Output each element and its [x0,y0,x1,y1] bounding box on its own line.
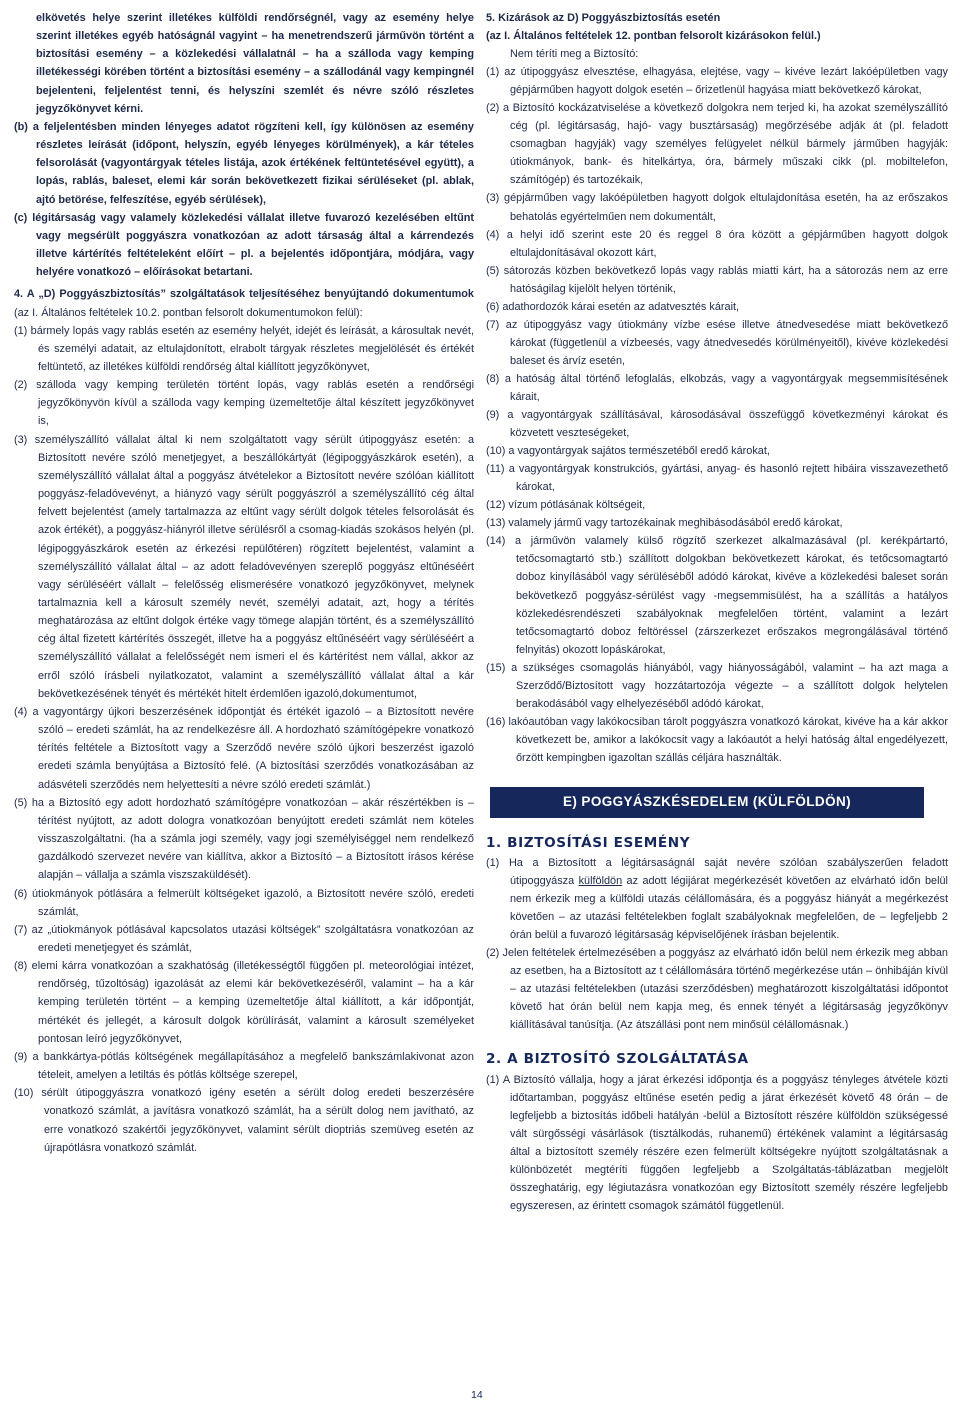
event-item-1-text-b: az adott légijárat megérkezését követően az elvárható időn belül nem érkezik meg a külföldi utazás célállomására, és a poggyász hiányát a megérkezést követően – az utazási feltételekben foglalt szabályoknak megfelelően, de – legfeljebb 2 órán belül a fuvarozó légitársaság képviselőjének írásban bejelentik. [510,875,948,942]
exclusion-item: (5) sátorozás közben bekövetkező lopás vagy rablás miatti kárt, ha a sátorozás nem az erre hatóságilag kijelölt helyen történik, [486,264,948,295]
exclusion-item: (14) a járművön valamely külső rögzítő szerkezet alkalmazásával (pl. kerékpártartó, tetőcsomagtartó stb.) szállított dolgokban bekövetkezett károkat, és tetőcsomagtartó doboz kinyílásából vagy sérüléséből adódó károkat, kivéve a közlekedési baleset során bekövetkező poggyász-sérülést vagy -megsemmisülést, ha a szállítás a hatályos közlekedésrendészeti szabályoknak megfelelően történt, valamint a lezárt tetőcsomagtartó doboz feltöréssel (zárszerkezet erőszakos megrongálásával történő felnyitás) okozott lopáskárokat, [486,535,948,656]
exclusion-item: (6) adathordozók kárai esetén az adatvesztés kárait, [486,300,740,313]
event-item-1-underlined: külföldön [578,875,623,888]
document-item: (7) az „útiokmányok pótlásával kapcsolatos utazási költségek” szolgáltatásra vonatkozóan az eredeti menetjegyet és számlát, [14,923,474,954]
left-column [14,9,474,1157]
document-item: (6) útiokmányok pótlására a felmerült költségeket igazoló, a Biztosított nevére szóló, eredeti számlát, [14,887,474,918]
service-item-1: (1) A Biztosító vállalja, hogy a járat érkezési időpontja és a poggyász tényleges átvétele közti időtartamban, poggyász eltűnése esetén pedig a járat érkezését követő 48 órán – de legfeljebb a biztosítás időbeli hatályán -belül a Biztosított részére külföldön szükségessé vált sürgősségi vásárlások (tisztálkodás, ruhanemű) értékének valamint a légitársaság által a biztosított személy részére ezen felmerült költségekre nyújtott szolgáltatásnak a különbözetét megtéríti függően legfeljebb a Szolgáltatás-táblázatban megjelölt összeghatárig, egy légiutazásra vonatkozóan egy Biztosított személy részére legfeljebb egyszeresen, az érintett csomagok számától függetlenül. [486,1073,948,1212]
heading-insurance-event: 1. BIZTOSÍTÁSI ESEMÉNY [486,834,691,851]
document-item: (4) a vagyontárgy újkori beszerzésének időpontját és értékét igazoló – a Biztosított nevére szóló – eredeti számlát, ha az rendelkezésre áll. A hordozható számítógépekre vonatkozó térítés feltétele a Biztosított vagy a Szerződő nevére szóló újkori beszerzést igazoló eredeti számla benyújtása a Biztosító felé. (A biztosítási szerződés vonatkozásában az adásvételi szerződés nem helyettesíti a névre szóló eredeti számlát.) [14,705,474,791]
event-item-1 [486,854,948,944]
document-item: (8) elemi kárra vonatkozóan a szakhatóság (illetékességtől függően pl. meteorológiai intézet, rendőrség, tűzoltóság) igazolását az elemi kár bekövetkezéséről, valamint – ha a kár kemping területén történt – a kemping üzemeltetője által kiállított, a kár időpontját, mértékét és jellegét, a károsult dolgok körülírását, valamint a károsult személyeket pontosan leíró jegyzőkönyvet, [14,960,474,1045]
exclusion-item: (1) az útipoggyász elvesztése, elhagyása, elejtése, vagy – kivéve lezárt lakóépületben vagy gépjárműben hagyott dolgok esetén – őrizetlenül hagyása miatt bekövetkező károkat, [486,66,948,97]
section-5-intro: Nem téríti meg a Biztosító: [510,48,639,61]
document-item: (10) sérült útipoggyászra vonatkozó igény esetén a sérült dolog eredeti beszerzésére vonatkozó számlát, a javításra vonatkozó számlát, ha a sérült dolog nem javítható, az erre vonatkozó szakértői jegyzőkönyvet, valamint sérült dioptriás szemüveg esetén az újrapótlásra vonatkozó számlát. [14,1087,474,1154]
exclusion-item: (4) a helyi idő szerint este 20 és reggel 8 óra között a gépjárműben hagyott dolgok eltulajdonításával okozott kárt, [486,228,948,259]
section-4-note: (az I. Általános feltételek 10.2. pontban felsorolt dokumentumokon felül): [14,306,363,319]
document-item: (9) a bankkártya-pótlás költségének megállapításához a megfelelő bankszámlakivonat azon tételeit, amelyen a letiltás és pótlás költsége szerepel, [14,1050,474,1082]
exclusion-item: (8) a hatóság által történő lefoglalás, elkobzás, vagy a vagyontárgyak megsemmisítésének kárait, [486,372,948,403]
section-5-title: 5. Kizárások az D) Poggyászbiztosítás esetén [486,12,721,24]
exclusion-item: (3) gépjárműben vagy lakóépületben hagyott dolgok eltulajdonítása esetén, ha az erőszakos behatolás egyértelműen nem dokumentált, [486,192,948,223]
document-item: (2) szálloda vagy kemping területén történt lopás, vagy rablás esetén a rendőrségi jegyzőkönyvön kívül a szálloda vagy kemping üzemeltetője által készített jegyzőkönyvet is, [14,379,474,428]
condition-b: (b) a feljelentésben minden lényeges adatot rögzíteni kell, így különösen az esemény részletes leírását (időpont, helyszín, egyéb lényeges körülmények), a kár tételes felsorolását (vagyontárgyak tételes listája, azok értékének feltüntetésével együtt), a lopás, rablás, baleset, elemi kár során bekövetkezett fizikai sérüléseket (pl. ablak, ajtó betörése, felfeszítése, egyéb sérülések), [14,120,474,206]
exclusion-item: (7) az útipoggyász vagy útiokmány vízbe esése illetve átnedvesedése miatt bekövetkező károkat (függetlenül a vízbeesés, vagy átnedvesedés körülményeitől), kivéve közlekedési baleset és árvíz esetén, [486,318,948,367]
section-4-heading [14,285,474,321]
exclusion-item: (2) a Biztosító kockázatviselése a következő dolgokra nem terjed ki, ha azokat személyszállító cég (pl. légitársaság, hajó- vagy busztársaság) megőrzésébe adják át (pl. feladott csomagban hagyják) vagy személyes felügyelet nélkül bármely járműben hagyják: útiokmányok, bank- és hitelkártya, óra, bármely műszaki cikk (pl. mobiltelefon, számítógép) és tartozékaik, [486,102,948,187]
page-number: 14 [471,1389,483,1401]
exclusion-item: (16) lakóautóban vagy lakókocsiban tárolt poggyászra vonatkozó károkat, kivéve ha a kár akkor következett be, amikor a lakókocsit vagy a lakóautót a helyi hatóság által engedélyezett, őrzött kempingben igazoltan szállás céljára használták. [486,715,948,764]
event-item-1-text-a: (1) Ha a Biztosított a légitársaságnál saját nevére szólóan szabályszerűen feladott útipoggyásza [486,857,948,888]
section-e-banner: E) POGGYÁSZKÉSEDELEM (KÜLFÖLDÖN) [490,787,924,818]
exclusion-item: (11) a vagyontárgyak konstrukciós, gyártási, anyag- és hasonló rejtett hibáira visszavezethető károkat, [486,463,948,494]
right-column [486,9,948,1215]
exclusion-item: (13) valamely jármű vagy tartozékainak meghibásodásából eredő károkat, [486,517,843,530]
section-4-title: 4. A „D) Poggyászbiztosítás” szolgáltatások teljesítéséhez benyújtandó dokumentumok [14,288,474,301]
section-5-subtitle: (az I. Általános feltételek 12. pontban felsorolt kizárásokon felül.) [486,30,821,43]
document-item: (5) ha a Biztosító egy adott hordozható számítógépre vonatkozóan – akár részértékben is – térítést nyújtott, az adott dologra vonatkozóan benyújtott eredeti számlát nem köteles visszaszolgáltatni. (ha a számla jogi személy, vagy jogi személyiséggel nem rendelkező gazdálkodó szervezet nevére van kiállítva, akkor a Biztosító – a Biztosított írásos kérése alapján – vállalja a számla viszszaküldését). [14,796,474,882]
exclusion-item: (15) a szükséges csomagolás hiányából, vagy hiányosságából, valamint – ha azt maga a Szerződő/Biztosított vagy hozzátartozója végezte – a szállított dolgok helytelen berakodásából vagy elhelyezéséből adódó károkat, [486,661,948,710]
document-item: (1) bármely lopás vagy rablás esetén az esemény helyét, idejét és leírását, a károsultak nevét, és személyi adatait, az eltulajdonított, elrabolt tárgyak részletes megjelölését és értékét feltüntető, az illetékes külföldi rendőrség által kiállított jegyzőkönyvet, [14,324,474,373]
document-item: (3) személyszállító vállalat által ki nem szolgáltatott vagy sérült útipoggyász esetén: a Biztosított nevére szóló menetjegyet, a beszállókártyát (légipoggyászkárok esetén), a személyszállító vállalat által a poggyász átvételekor a Biztosított nevére szólóan kiállított poggyász-feladóvevényt, a hiányzó vagy sérült poggyászról a személyszállító cég által felvett bejelentést (amely tartalmazza az eltűnt vagy sérült dolgok tételes felsorolását és azok értékét), a poggyász-hiányról illetve sérülésről a csomag-kiadás szokásos helyén (pl. légipoggyászkárok esetén az érkezési repülőtéren) rögzített bejelentést, valamint a személyszállító vállalat által – az adott feladóvevényen szereplő poggyász eltűnéséért vagy sérüléséért vállalt – felelősség elismerésére vonatkozó jegyzőkönyvet, melynek tartalmaznia kell a károsult személy nevét, személyi adatait, azt, hogy a térítés meghatározása az eltűnt dolgok értéke vagy tömege alapján történt, és a személyszállító cég által fizetett kártérítés összegét, illetve ha a poggyász eltűnéséért vagy sérüléséért a személyszállító vállalat a felelősségét nem ismeri el és kártérítést nem vállal, akkor az erről szóló írásbeli nyilatkozatot, valamint a személyszállító vállalat által a kár bekövetkezésének tényét és mértékét hitelt érdemlően igazoló,dokumentumot, [14,433,474,700]
exclusion-item: (10) a vagyontárgyak sajátos természetéből eredő károkat, [486,445,770,458]
heading-insurer-service: 2. A BIZTOSÍTÓ SZOLGÁLTATÁSA [486,1051,749,1068]
exclusion-item: (12) vízum pótlásának költségeit, [486,499,646,512]
exclusion-item: (9) a vagyontárgyak szállításával, károsodásával összefüggő következményi károkat és közvetett veszteségeket, [486,409,948,440]
intro-paragraph: elkövetés helye szerint illetékes külföldi rendőrségnél, vagy az esemény helye szerint illetékes egyéb hatóságnál vagyint – ha menetrendszerű járművön történt a biztosítási esemény – a közlekedési vállalatnál – ha a szálloda vagy kemping illetékességi körében történt a biztosítási esemény – a szállodánál vagy kempingnél bejelenteni, feljelentést tenni, és helyszíni szemlét és névre szóló részletes jegyzőkönyvet kérni. [36,12,474,115]
condition-c: (c) légitársaság vagy valamely közlekedési vállalat illetve fuvarozó kezelésében eltűnt vagy megsérült poggyászra vonatkozóan az adott társaság által a kárrendezés illetve kártérítés feltételeként előírt – pl. a bejelentés időpontjára, módjára, vagy helyére vonatkozó – előírásokat betartani. [14,211,474,279]
event-item-2: (2) Jelen feltételek értelmezésében a poggyász az elvárható időn belül nem érkezik meg abban az esetben, ha a Biztosított az t célállomására történő megérkezése után – önhibáján kívül – az utazási feltételekben (utazási szerződésben) meghatározott kiszolgáltatási időpontot követő hat órán belül nem kapja meg, és ennek tényét a légitársaság jegyzőkönyv kiállításával tanúsítja. (Az átszállási pont nem minősül célállomásnak.) [486,947,948,1032]
